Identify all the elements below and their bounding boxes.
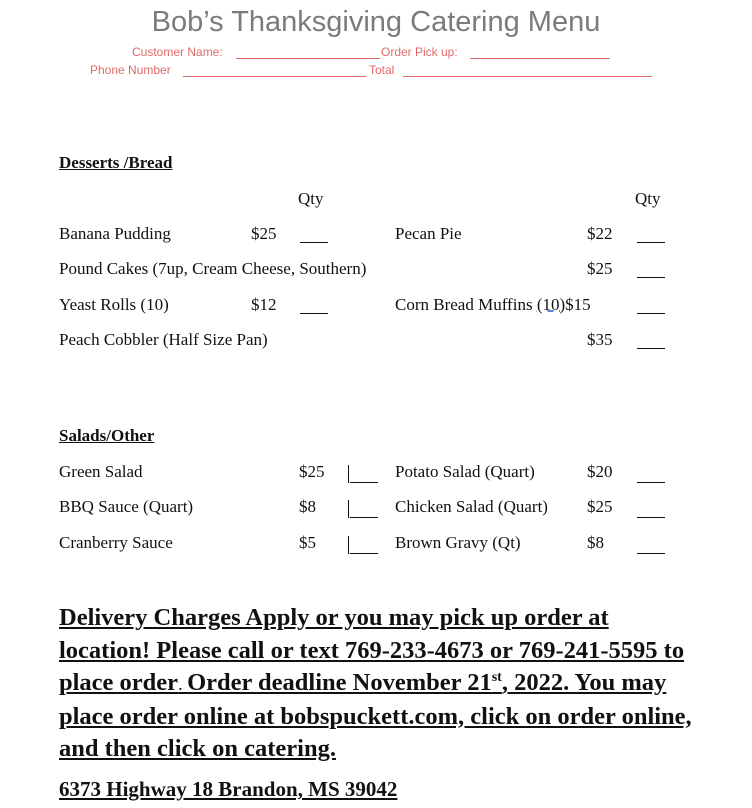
qty-field[interactable] [637, 242, 665, 243]
menu-item-price: $15 [565, 295, 591, 314]
total-label: Total [369, 63, 395, 77]
menu-item-name-part: Corn Bread Muffins [395, 295, 537, 314]
menu-item-name [395, 295, 591, 315]
qty-field[interactable] [637, 553, 665, 554]
notice-text: Delivery Charges Apply or you may pick up order at location! Please call or text 769-233-4673 or 769-241-5595 to place order [59, 604, 685, 696]
qty-field[interactable] [350, 553, 378, 554]
menu-item-price: $8 [587, 533, 604, 552]
page-title: Bob’s Thanksgiving Catering Menu [151, 6, 601, 38]
qty-field[interactable] [350, 517, 378, 518]
menu-item-name: Pound Cakes (7up, Cream Cheese, Southern) [59, 259, 367, 278]
menu-item-price: $8 [299, 497, 316, 516]
menu-item-name: Pecan Pie [395, 224, 462, 243]
menu-item-price: $25 [299, 462, 325, 481]
phone-number-label: Phone Number [90, 63, 171, 77]
menu-item-name: BBQ Sauce (Quart) [59, 497, 194, 516]
order-deadline-text: Order deadline November 21 [187, 669, 492, 696]
menu-item-price: $25 [251, 224, 277, 243]
menu-item-price: $12 [251, 295, 277, 314]
order-pickup-field[interactable] [470, 58, 610, 59]
notice-separator: . [178, 674, 188, 694]
customer-name-label: Customer Name: [132, 45, 223, 59]
menu-item-price: $25 [587, 259, 613, 278]
menu-item-price: $22 [587, 224, 613, 243]
customer-name-field[interactable] [236, 58, 380, 59]
menu-item-price: $5 [299, 533, 316, 552]
menu-item-name: Brown Gravy (Qt) [395, 533, 521, 552]
menu-item-name: Peach Cobbler (Half Size Pan) [59, 330, 268, 349]
desserts-heading: Desserts /Bread [59, 153, 173, 172]
menu-item-price: $35 [587, 330, 613, 349]
notice-online-text: , 2022. You may place order online at bobspuckett.com, click on order online, and then click on catering. [59, 669, 692, 762]
phone-number-field[interactable] [183, 76, 366, 77]
menu-item-price: $20 [587, 462, 613, 481]
order-pickup-label: Order Pick up: [381, 45, 458, 59]
qty-field-border [348, 500, 349, 518]
delivery-notice [59, 602, 699, 766]
qty-field-border [348, 465, 349, 483]
qty-field[interactable] [637, 277, 665, 278]
menu-item-name: Yeast Rolls (10) [59, 295, 169, 314]
menu-item-name-count: (10) [536, 295, 566, 314]
qty-label-left: Qty [298, 189, 324, 208]
qty-field[interactable] [300, 313, 328, 314]
menu-item-name: Cranberry Sauce [59, 533, 173, 552]
salads-heading: Salads/Other [59, 426, 155, 445]
qty-field[interactable] [300, 242, 328, 243]
menu-item-name: Green Salad [59, 462, 143, 481]
total-field[interactable] [403, 76, 652, 77]
menu-item-name: Potato Salad (Quart) [395, 462, 535, 481]
menu-item-name: Chicken Salad (Quart) [395, 497, 548, 516]
qty-field[interactable] [637, 348, 665, 349]
ordinal-suffix: st [491, 669, 502, 685]
qty-field[interactable] [637, 517, 665, 518]
menu-item-name: Banana Pudding [59, 224, 171, 243]
address: 6373 Highway 18 Brandon, MS 39042 [59, 777, 398, 801]
qty-field-border [348, 536, 349, 554]
qty-field[interactable] [637, 482, 665, 483]
qty-field[interactable] [350, 482, 378, 483]
qty-field[interactable] [637, 313, 665, 314]
menu-item-price: $25 [587, 497, 613, 516]
qty-label-right: Qty [635, 189, 661, 208]
